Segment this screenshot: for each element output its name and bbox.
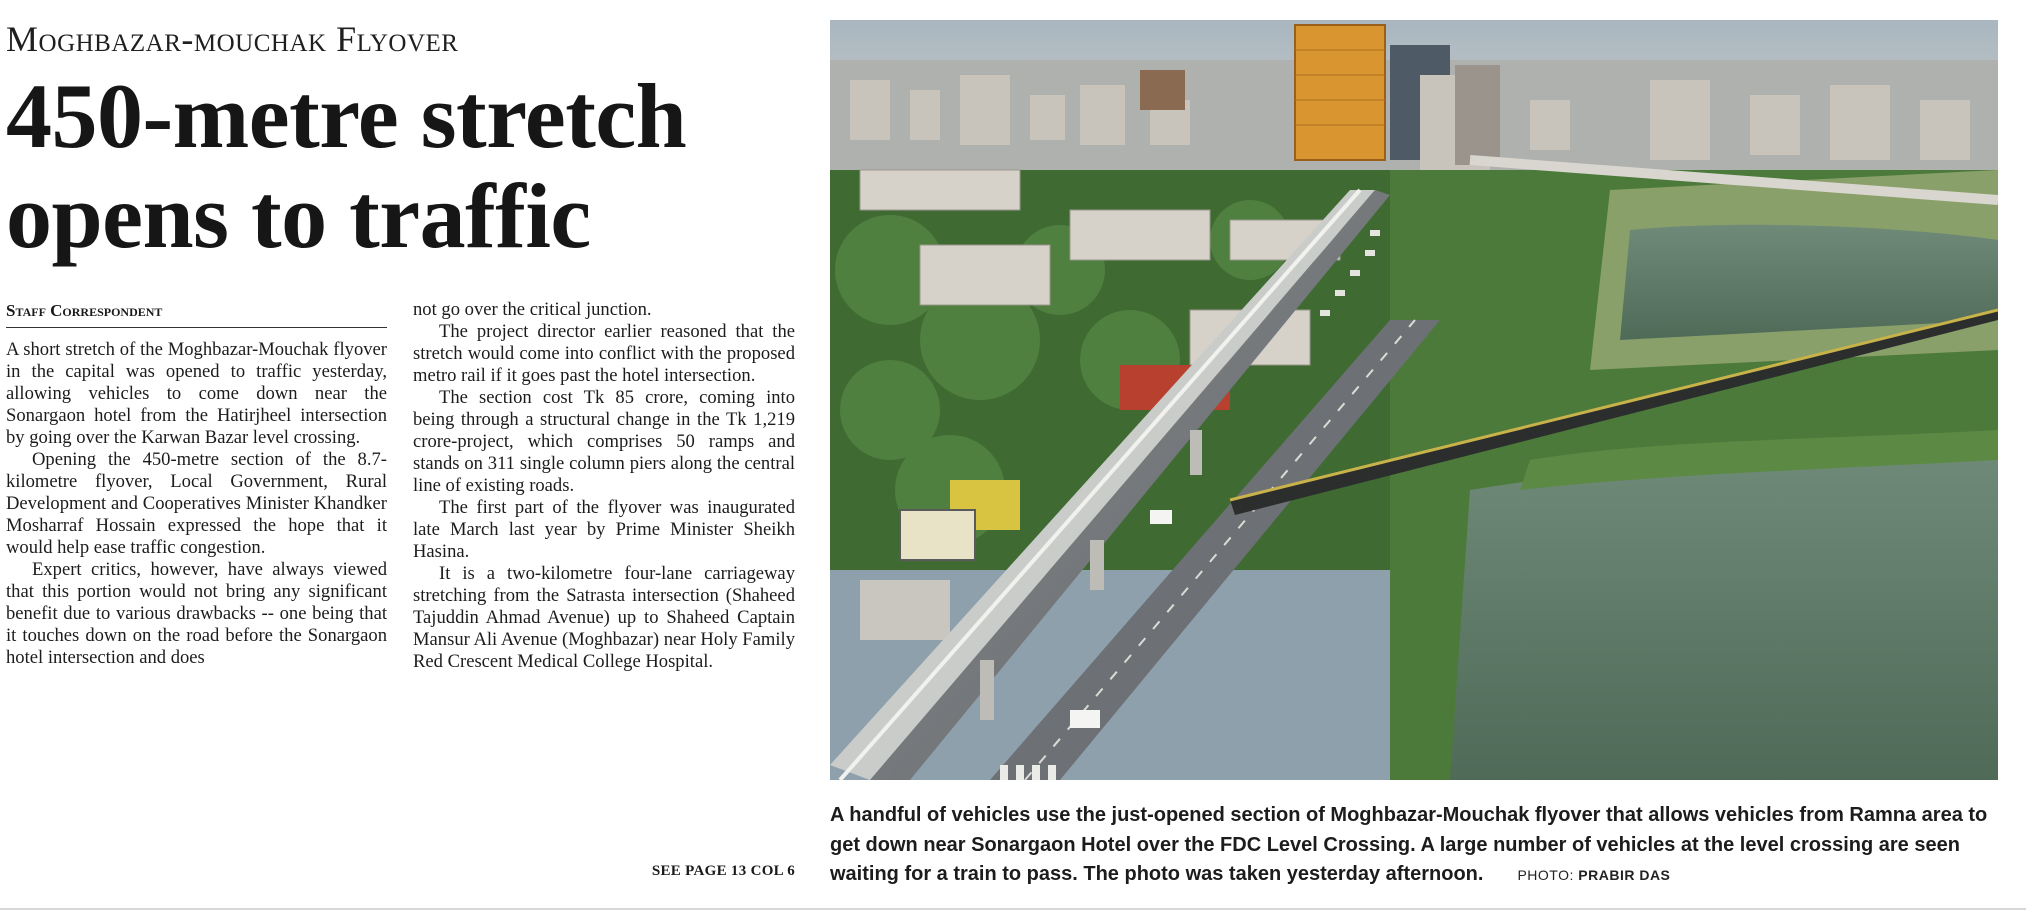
headline [6, 66, 816, 266]
paragraph: It is a two-kilometre four-lane carriageway stretching from the Satrasta intersection (Shaheed Tajuddin Ahmad Avenue) up to Shaheed Captain Mansur Ali Avenue (Moghbazar) near Holy Family Red Crescent Medical College Hospital. [413, 563, 795, 672]
paragraph: A short stretch of the Moghbazar-Mouchak flyover in the capital was opened to traffic yesterday, allowing vehicles to come down near the Sonargaon hotel from the Hatirjheel intersection by going over the Karwan Bazar level crossing. [6, 339, 387, 448]
photo-credit [1517, 867, 1670, 883]
article-column-2 [413, 299, 795, 673]
divider [0, 908, 2026, 910]
photo-credit-label: PHOTO: [1517, 867, 1574, 883]
jump-line: SEE PAGE 13 COL 6 [651, 863, 795, 879]
paragraph: not go over the critical junction. [413, 299, 652, 320]
byline: Staff Correspondent [6, 301, 387, 328]
photo-illustration [830, 20, 1998, 780]
photo-credit-name: PRABIR DAS [1578, 867, 1671, 883]
kicker: Moghbazar-mouchak Flyover [6, 19, 459, 59]
paragraph: The section cost Tk 85 crore, coming into being through a structural change in the Tk 1,219 crore-project, which comprises 50 ramps and stands on 311 single column piers along the central line of existing roads. [413, 387, 795, 496]
headline-line-1: 450-metre stretch [6, 65, 687, 167]
photo-caption [830, 801, 2000, 891]
paragraph: Expert critics, however, have always viewed that this portion would not bring any significant benefit due to various drawbacks -- one being that it touches down on the road before the Sonargaon hotel intersection and does [6, 559, 387, 668]
article-column-1 [6, 339, 387, 669]
aerial-flyover-photo [830, 20, 1998, 780]
headline-line-2: opens to traffic [6, 165, 591, 267]
paragraph: Opening the 450-metre section of the 8.7-kilometre flyover, Local Government, Rural Development and Cooperatives Minister Khandker Mosharraf Hossain expressed the hope that it would help ease traffic congestion. [6, 449, 387, 558]
caption-text: A handful of vehicles use the just-opened section of Moghbazar-Mouchak flyover that allows vehicles from Ramna area to get down near Sonargaon Hotel over the FDC Level Crossing. A large number of vehicles at the level crossing are seen waiting for a train to pass. The photo was taken yesterday afternoon. [830, 804, 1988, 885]
paragraph: The project director earlier reasoned that the stretch would come into conflict with the proposed metro rail if it goes past the hotel intersection. [413, 321, 795, 386]
paragraph: The first part of the flyover was inaugurated late March last year by Prime Minister Sheikh Hasina. [413, 497, 795, 562]
